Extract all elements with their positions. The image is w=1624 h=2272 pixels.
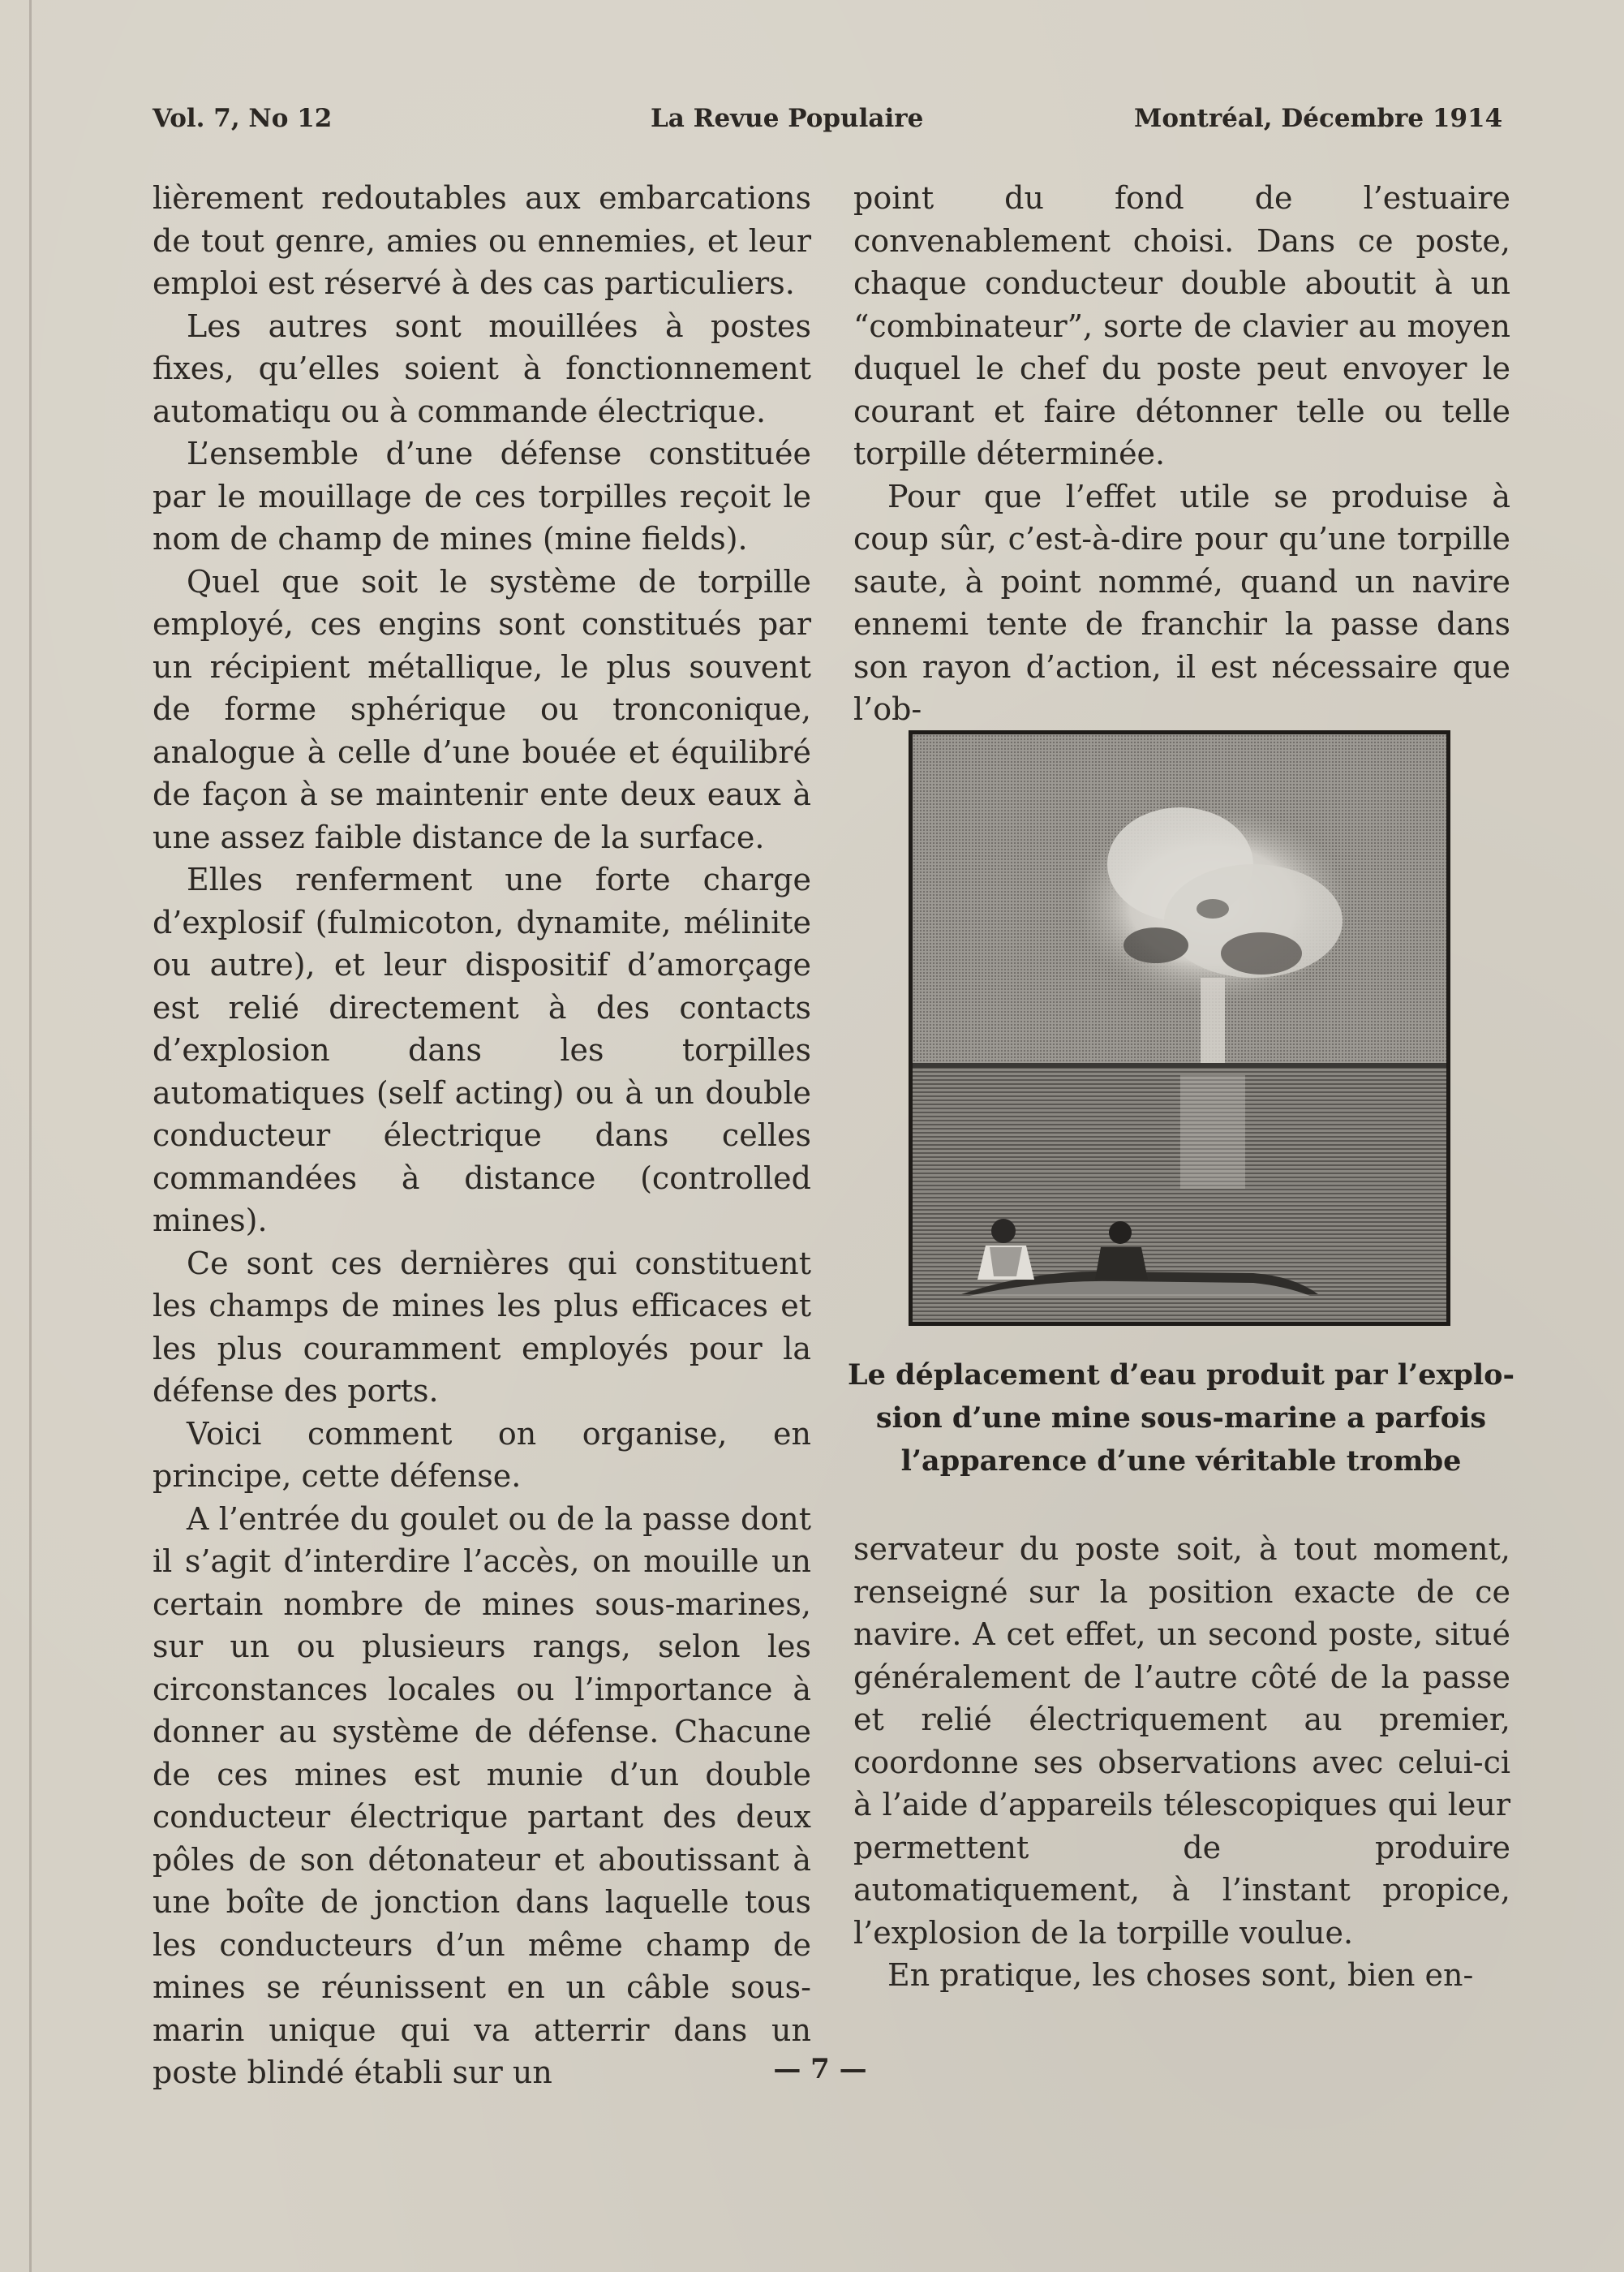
paragraph: point du fond de l’estuaire convenablement choisi. Dans ce poste, chaque conducteur double aboutit à un “combinateur”, sorte de clavier au moyen duquel le chef du poste peut envoyer le courant et faire détonner telle ou telle torpille déterminée. bbox=[853, 180, 1510, 471]
caption-line: sion d’une mine sous-marine a parfois bbox=[875, 1401, 1487, 1435]
paragraph: servateur du poste soit, à tout moment, renseigné sur la position exacte de ce navire. A cet effet, un second poste, situé généralement de l’autre côté de la passe et relié électriquement au premier, coordonne ses observations avec celui-ci à l’aide d’appareils télescopiques qui leur permettent de produire automatiquement, à l’instant propice, l’explosion de la torpille voulue. bbox=[853, 1531, 1510, 1951]
publication-title: La Revue Populaire bbox=[651, 104, 924, 133]
caption-line: Le déplacement d’eau produit par l’explo- bbox=[847, 1358, 1515, 1392]
paragraph: Ce sont ces dernières qui constituent les champs de mines les plus efficaces et les plus couramment employés pour la défense des ports. bbox=[153, 1245, 811, 1409]
page-number: — 7 — bbox=[773, 2053, 867, 2085]
right-column-top bbox=[853, 177, 1510, 731]
paragraph: A l’entrée du goulet ou de la passe dont il s’agit d’interdire l’accès, on mouille un certain nombre de mines sous-marines, sur un ou plusieurs rangs, selon les circonstances locales ou l’importance à donner au système de défense. Chacune de ces mines est munie d’un double conducteur électrique partant des deux pôles de son détonateur et aboutissant à une boîte de jonction dans laquelle tous les conducteurs d’un même champ de mines se réunissent en un câble sous-marin unique qui va atterrir dans un poste blindé établi sur un bbox=[153, 1500, 811, 2090]
paragraph: Elles renferment une forte charge d’explosif (fulmicoton, dynamite, mélinite ou autre), et leur dispositif d’amorçage est relié directement à des contacts d’explosion dans les torpilles automatiques (self acting) ou à un double conducteur électrique dans celles commandées à distance (controlled mines). bbox=[153, 862, 811, 1238]
mine-explosion-illustration bbox=[909, 730, 1450, 1326]
volume-number: Vol. 7, No 12 bbox=[153, 104, 333, 133]
paragraph: L’ensemble d’une défense constituée par le mouillage de ces torpilles reçoit le nom de champ de mines (mine fields). bbox=[153, 436, 811, 557]
caption-line: l’apparence d’une véritable trombe bbox=[900, 1444, 1462, 1478]
figure-caption bbox=[844, 1353, 1519, 1482]
left-column bbox=[153, 177, 811, 2094]
paragraph: Quel que soit le système de torpille employé, ces engins sont constitués par un récipient métallique, le plus souvent de forme sphérique ou tronconique, analogue à celle d’une bouée et équilibré de façon à se maintenir ente deux eaux à une assez faible distance de la surface. bbox=[153, 563, 811, 855]
explosion-photo-image bbox=[913, 734, 1446, 1322]
right-column-bottom bbox=[853, 1528, 1510, 1997]
paragraph: lièrement redoutables aux embarcations de tout genre, amies ou ennemies, et leur emploi est réservé à des cas particuliers. bbox=[153, 180, 811, 301]
running-header bbox=[0, 104, 1624, 144]
paragraph: Les autres sont mouillées à postes fixes, qu’elles soient à fonctionnement automatiqu ou à commande électrique. bbox=[153, 308, 811, 429]
paragraph: Voici comment on organise, en principe, cette défense. bbox=[153, 1415, 811, 1494]
page-binding-edge bbox=[29, 0, 32, 2272]
paragraph: En pratique, les choses sont, bien en- bbox=[887, 1957, 1474, 1993]
place-date: Montréal, Décembre 1914 bbox=[1134, 104, 1503, 133]
paragraph: Pour que l’effet utile se produise à coup sûr, c’est-à-dire pour qu’une torpille saute, à point nommé, quand un navire ennemi tente de franchir la passe dans son rayon d’action, il est nécessaire que l’ob- bbox=[853, 478, 1510, 727]
